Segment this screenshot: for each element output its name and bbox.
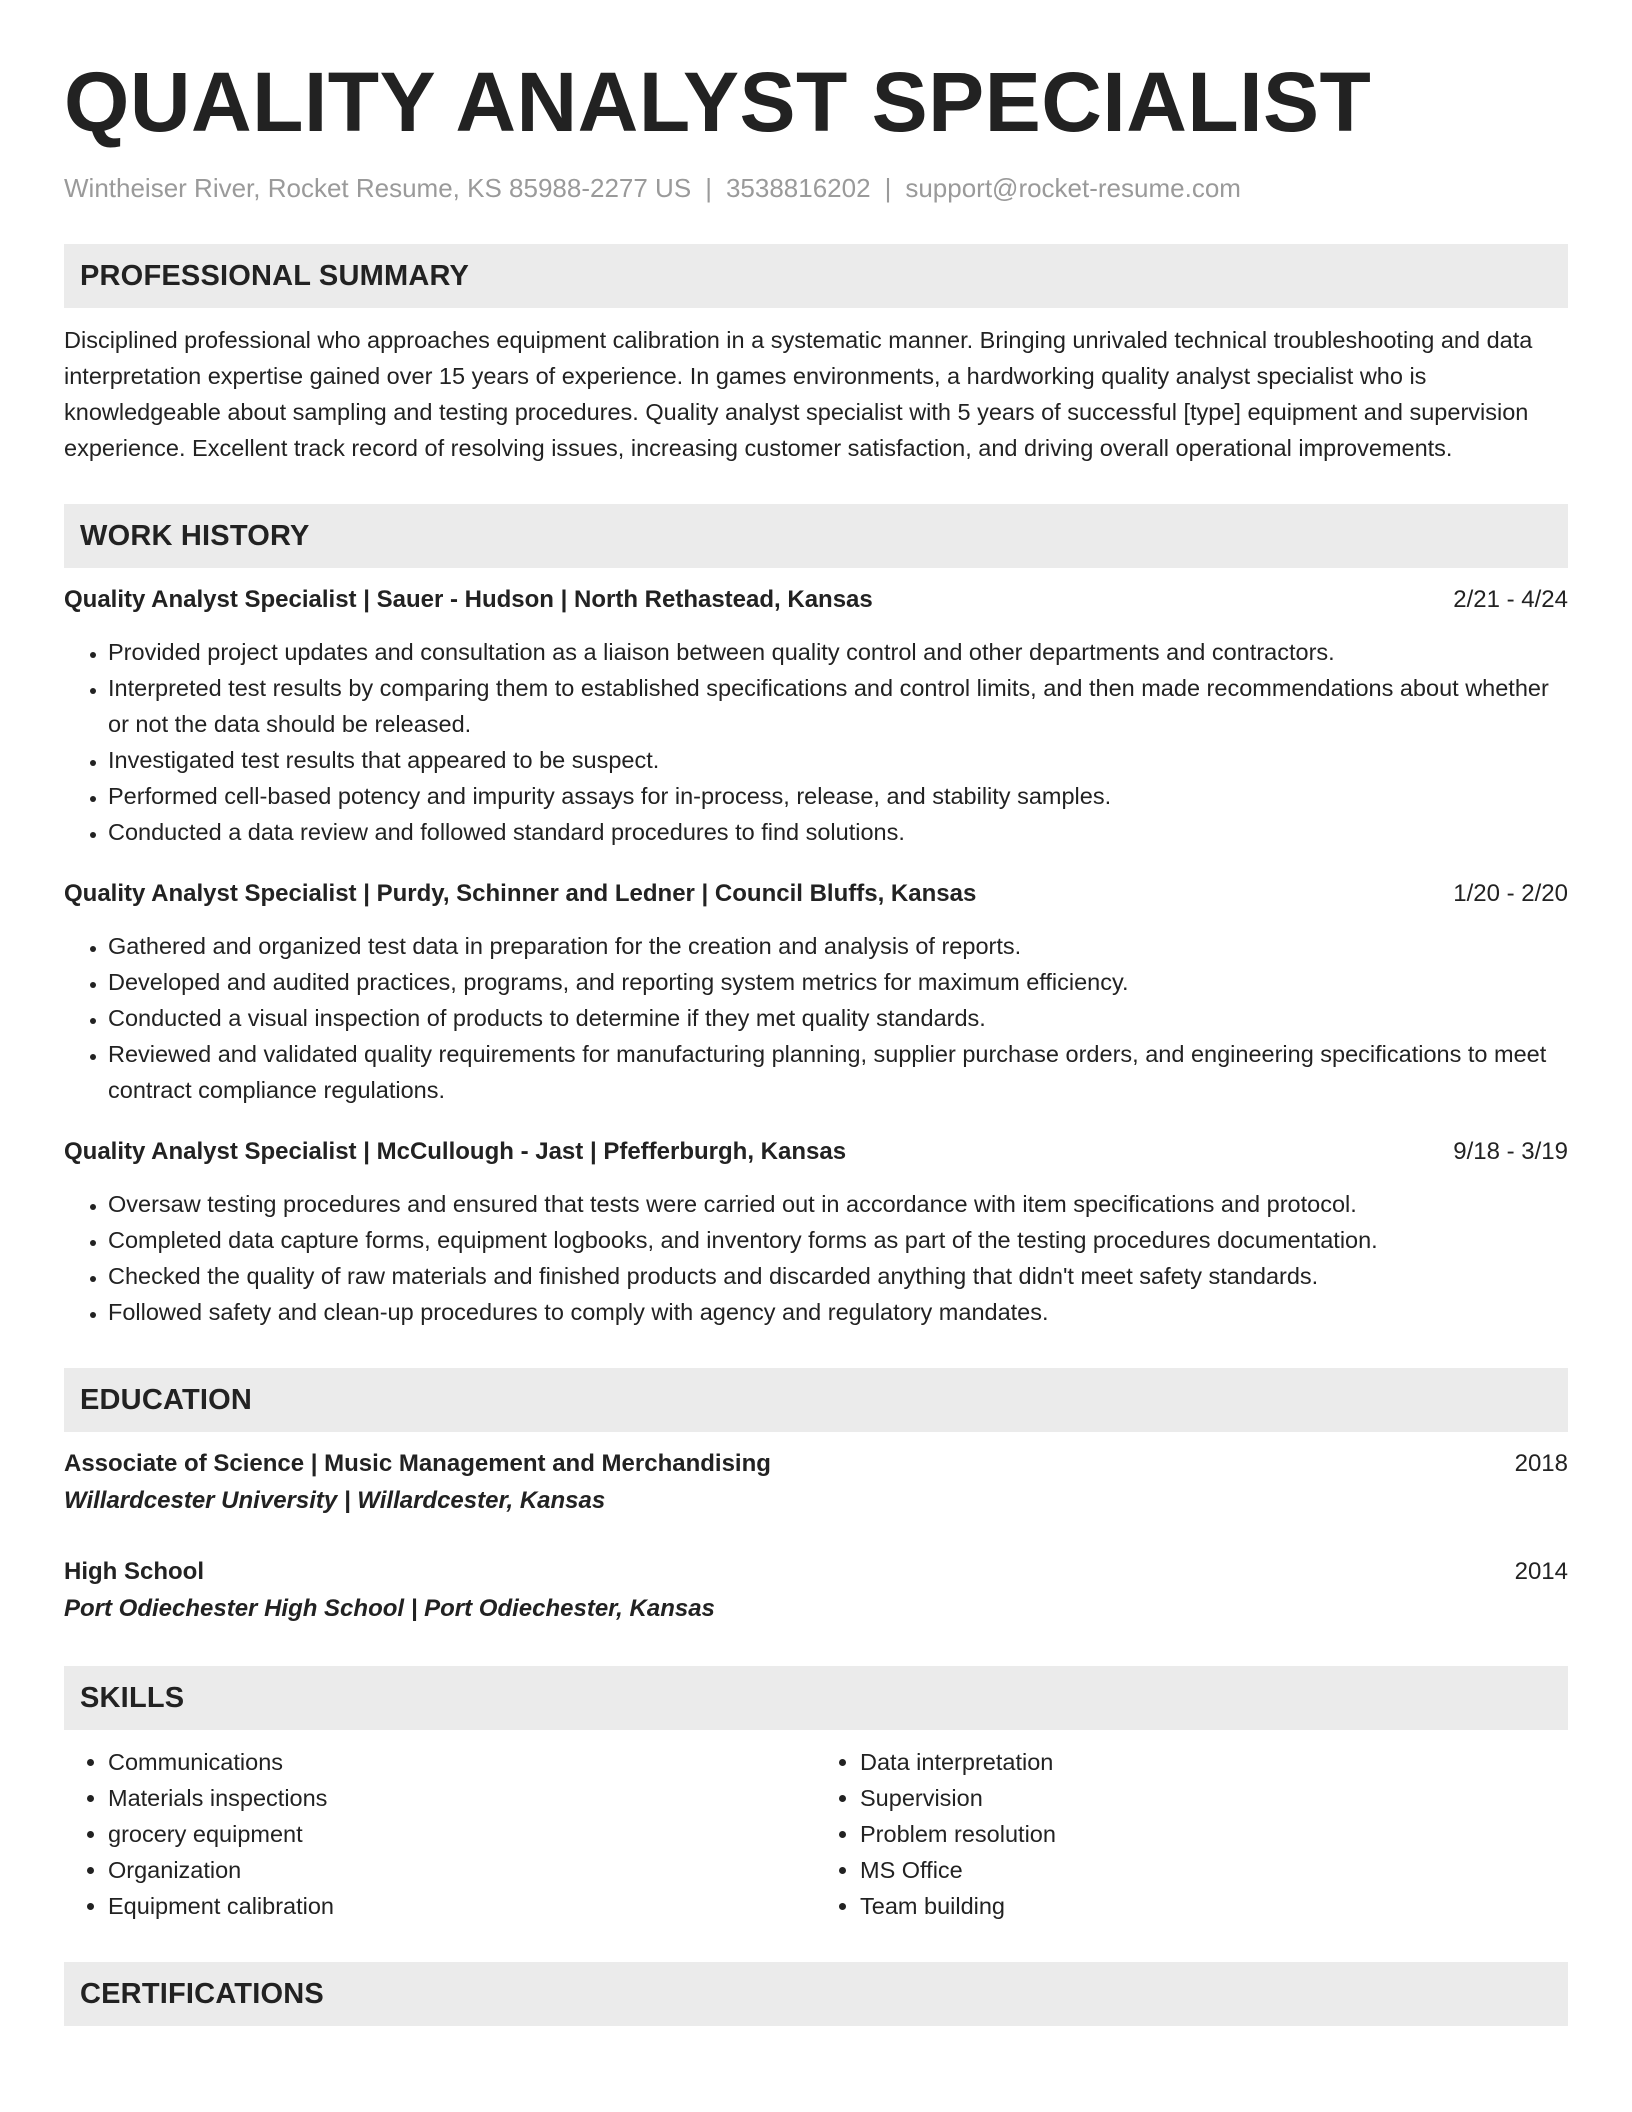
job-bullet: • Provided project updates and consultation as a liaison between quality control and other departments and contractors. [108, 634, 1568, 670]
job-entry [64, 876, 1568, 1108]
job-title: Quality Analyst Specialist | Purdy, Schinner and Ledner | Council Bluffs, Kansas [64, 880, 977, 907]
job-entry [64, 1134, 1568, 1330]
contact-separator: | [884, 173, 892, 203]
job-bullet: • Conducted a data review and followed standard procedures to find solutions. [108, 814, 1568, 850]
education-degree: Associate of Science | Music Management and Merchandising [64, 1450, 771, 1477]
skill-item: • Organization [108, 1852, 816, 1888]
job-title: Quality Analyst Specialist | Sauer - Hudson | North Rethastead, Kansas [64, 586, 873, 613]
candidate-name: QUALITY ANALYST SPECIALIST [64, 55, 1372, 149]
job-bullet: • Gathered and organized test data in preparation for the creation and analysis of reports. [108, 928, 1568, 964]
job-heading [64, 582, 1568, 618]
skills-column-left [64, 1744, 816, 1924]
job-heading [64, 876, 1568, 912]
contact-phone: 3538816202 [725, 173, 871, 203]
job-bullet: • Performed cell-based potency and impurity assays for in-process, release, and stability samples. [108, 778, 1568, 814]
education-degree: High School [64, 1558, 204, 1585]
job-bullet: • Investigated test results that appeared to be suspect. [108, 742, 1568, 778]
job-bullets [64, 928, 1568, 1108]
education-heading [64, 1446, 1568, 1482]
contact-email: support@rocket-resume.com [905, 173, 1241, 203]
job-dates: 9/18 - 3/19 [1453, 1138, 1568, 1165]
education-entry [64, 1446, 1568, 1520]
job-bullet: • Interpreted test results by comparing them to established specifications and control limits, and then made recommendations about whether or not the data should be released. [108, 670, 1568, 742]
job-bullet: • Checked the quality of raw materials and finished products and discarded anything that didn't meet safety standards. [108, 1258, 1568, 1294]
section-header-summary: PROFESSIONAL SUMMARY [64, 244, 1568, 308]
job-bullet: • Developed and audited practices, programs, and reporting system metrics for maximum efficiency. [108, 964, 1568, 1000]
skills-column-right [816, 1744, 1568, 1924]
education-school: Willardcester University | Willardcester, Kansas [64, 1487, 606, 1514]
contact-separator: | [705, 173, 712, 203]
job-bullets [64, 634, 1568, 850]
education-year: 2018 [1514, 1450, 1568, 1477]
skill-item: • MS Office [860, 1852, 1568, 1888]
section-header-education: EDUCATION [64, 1368, 1568, 1432]
job-dates: 1/20 - 2/20 [1453, 880, 1568, 907]
education-entry [64, 1554, 1568, 1628]
section-header-skills: SKILLS [64, 1666, 1568, 1730]
skill-item: • Team building [860, 1888, 1568, 1924]
contact-address: Wintheiser River, Rocket Resume, KS 85988-2277 US [64, 173, 692, 203]
job-entry [64, 582, 1568, 850]
education-school: Port Odiechester High School | Port Odiechester, Kansas [64, 1595, 715, 1622]
job-title: Quality Analyst Specialist | McCullough - Jast | Pfefferburgh, Kansas [64, 1138, 847, 1165]
education-year: 2014 [1514, 1558, 1568, 1585]
section-header-work-history: WORK HISTORY [64, 504, 1568, 568]
skill-item: • Data interpretation [860, 1744, 1568, 1780]
skill-item: • Materials inspections [108, 1780, 816, 1816]
job-bullet: • Completed data capture forms, equipment logbooks, and inventory forms as part of the testing procedures documentation. [108, 1222, 1568, 1258]
job-bullet: • Conducted a visual inspection of products to determine if they met quality standards. [108, 1000, 1568, 1036]
skill-item: • Problem resolution [860, 1816, 1568, 1852]
section-header-certifications: CERTIFICATIONS [64, 1962, 1568, 2026]
skill-item: • Equipment calibration [108, 1888, 816, 1924]
skill-item: • grocery equipment [108, 1816, 816, 1852]
skills-list [64, 1744, 1568, 1924]
contact-line [64, 170, 1568, 206]
job-bullet: • Oversaw testing procedures and ensured that tests were carried out in accordance with item specifications and protocol. [108, 1186, 1568, 1222]
job-heading [64, 1134, 1568, 1170]
job-bullet: • Followed safety and clean-up procedures to comply with agency and regulatory mandates. [108, 1294, 1568, 1330]
education-heading [64, 1554, 1568, 1590]
summary-text: Disciplined professional who approaches equipment calibration in a systematic manner. Bringing unrivaled technical troubleshooting and data interpretation expertise gained over 15 years of experience. In games environments, a hardworking quality analyst specialist who is knowledgeable about sampling and testing procedures. Quality analyst specialist with 5 years of successful [type] equipment and supervision experience. Excellent track record of resolving issues, increasing customer satisfaction, and driving overall operational improvements. [64, 327, 1533, 461]
job-bullets [64, 1186, 1568, 1330]
skill-item: • Communications [108, 1744, 816, 1780]
job-dates: 2/21 - 4/24 [1453, 586, 1568, 613]
skill-item: • Supervision [860, 1780, 1568, 1816]
job-bullet: • Reviewed and validated quality requirements for manufacturing planning, supplier purchase orders, and engineering specifications to meet contract compliance regulations. [108, 1036, 1568, 1108]
